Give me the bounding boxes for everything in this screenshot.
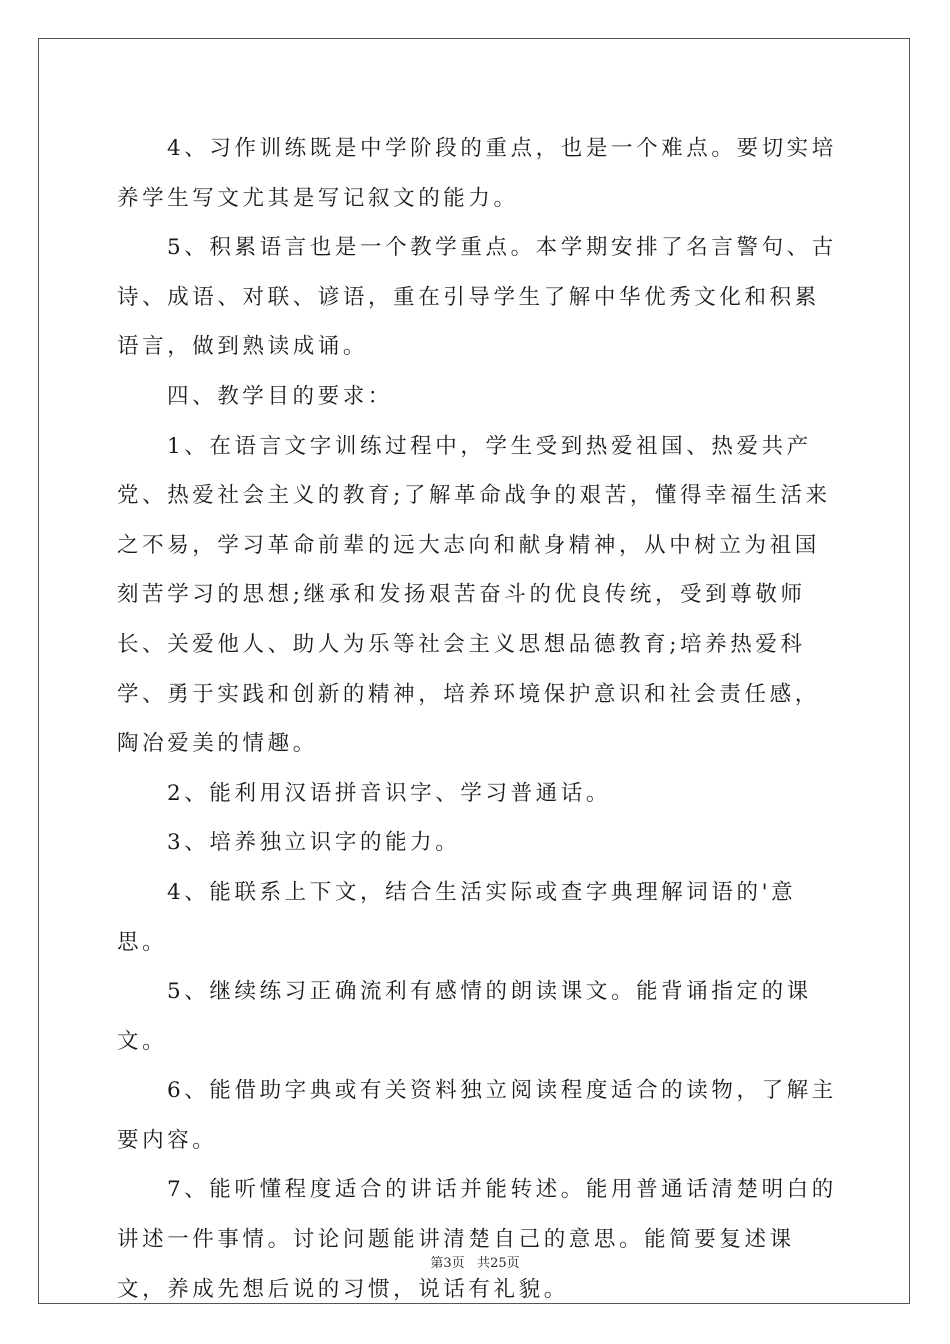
document-body	[117, 124, 842, 1314]
goal-item-1: 1、在语言文字训练过程中，学生受到热爱祖国、热爱共产党、热爱社会主义的教育;了解革命战争的艰苦，懂得幸福生活来之不易，学习革命前辈的远大志向和献身精神，从中树立为祖国刻苦学习的思想;继承和发扬艰苦奋斗的优良传统，受到尊敬师长、关爱他人、助人为乐等社会主义思想品德教育;培养热爱科学、勇于实践和创新的精神，培养环境保护意识和社会责任感，陶冶爱美的情趣。	[117, 433, 831, 757]
goal-item-4: 4、能联系上下文，结合生活实际或查字典理解词语的'意思。	[117, 879, 797, 955]
goal-item-2: 2、能利用汉语拼音识字、学习普通话。	[167, 780, 611, 806]
page-total: 共25页	[477, 1256, 520, 1271]
page-footer	[0, 1252, 950, 1271]
paragraph-5-language: 5、积累语言也是一个教学重点。本学期安排了名言警句、古诗、成语、对联、谚语，重在引导学生了解中华优秀文化和积累语言，做到熟读成诵。	[117, 235, 837, 360]
paragraph-4-writing: 4、习作训练既是中学阶段的重点，也是一个难点。要切实培养学生写文尤其是写记叙文的能力。	[117, 136, 837, 211]
goal-item-6: 6、能借助字典或有关资料独立阅读程度适合的读物，了解主要内容。	[117, 1078, 837, 1153]
goal-item-3: 3、培养独立识字的能力。	[167, 830, 461, 856]
goal-item-7: 7、能听懂程度适合的讲话并能转述。能用普通话清楚明白的讲述一件事情。讨论问题能讲清楚自己的意思。能简要复述课文，养成先想后说的习惯，说话有礼貌。	[117, 1177, 837, 1302]
section-heading-goals: 四、教学目的要求：	[167, 383, 393, 409]
goal-item-5: 5、继续练习正确流利有感情的朗读课文。能背诵指定的课文。	[117, 979, 812, 1054]
page-number: 第3页	[430, 1256, 465, 1271]
